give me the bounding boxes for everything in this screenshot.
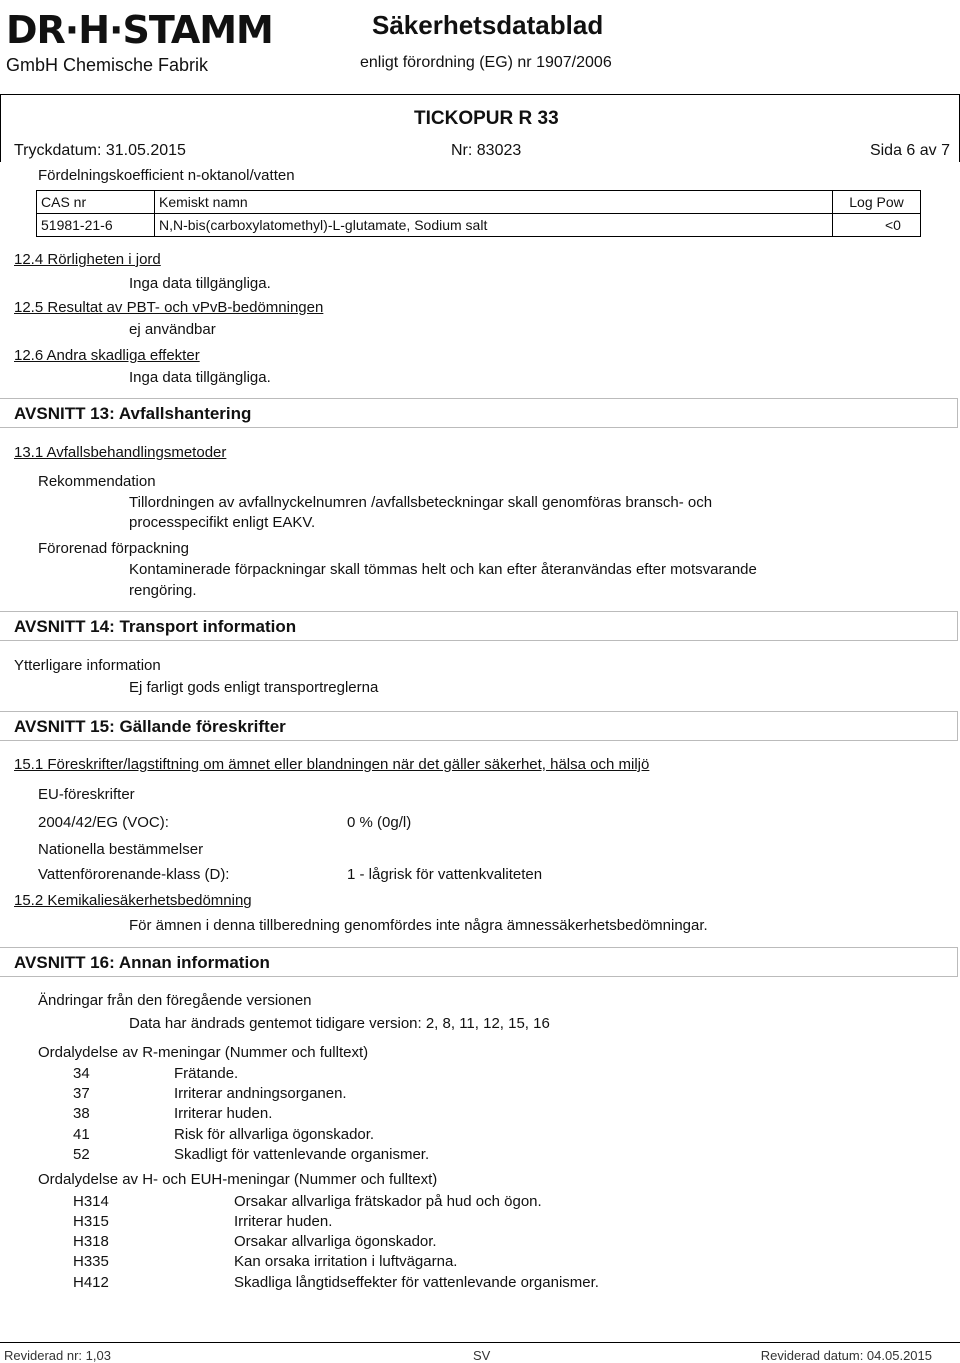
r-phrase-code: 52: [73, 1146, 90, 1163]
footer-divider: [0, 1342, 960, 1343]
h-phrase-code: H318: [73, 1233, 109, 1250]
table-cell: N,N-bis(carboxylatomethyl)-L-glutamate, Sodium salt: [155, 214, 833, 237]
revision-date: Reviderad datum: 04.05.2015: [760, 1348, 932, 1363]
h-phrase-text: Irriterar huden.: [234, 1213, 333, 1230]
table-row: [37, 214, 921, 237]
section-16-title: AVSNITT 16: Annan information: [14, 953, 270, 972]
partition-table: [36, 190, 921, 237]
recommendation-label: Rekommendation: [38, 473, 156, 490]
h-phrase-code: H314: [73, 1193, 109, 1210]
page-number: Sida 6 av 7: [869, 142, 950, 159]
recommendation-text-2: processpecifikt enligt EAKV.: [129, 514, 316, 531]
voc-label: 2004/42/EG (VOC):: [38, 814, 169, 831]
section-15-2-text: För ämnen i denna tillberedning genomfördes inte några ämnessäkerhetsbedömningar.: [129, 917, 708, 934]
national-regulations-label: Nationella bestämmelser: [38, 841, 204, 858]
section-13-title: AVSNITT 13: Avfallshantering: [14, 404, 252, 423]
table-header-row: [37, 191, 921, 214]
document-title: Säkerhetsdatablad: [372, 10, 604, 40]
language-code: SV: [473, 1348, 491, 1363]
r-phrase-code: 34: [73, 1065, 90, 1082]
section-12-4-heading: 12.4 Rörligheten i jord: [14, 251, 161, 268]
header-border-left: [0, 94, 1, 162]
section-12-6-text: Inga data tillgängliga.: [129, 369, 271, 386]
packaging-text-2: rengöring.: [129, 582, 197, 599]
header-divider: [0, 94, 960, 95]
section-14-title: AVSNITT 14: Transport information: [14, 617, 297, 636]
print-date: Tryckdatum: 31.05.2015: [14, 142, 186, 159]
h-phrase-text: Orsakar allvarliga frätskador på hud och ögon.: [234, 1193, 542, 1210]
document-subtitle: enligt förordning (EG) nr 1907/2006: [360, 54, 612, 71]
h-phrase-code: H412: [73, 1274, 109, 1291]
section-15-2-heading: 15.2 Kemikaliesäkerhetsbedömning: [14, 892, 252, 909]
partition-heading: Fördelningskoefficient n-oktanol/vatten: [38, 167, 295, 184]
section-13-1-heading: 13.1 Avfallsbehandlingsmetoder: [14, 444, 227, 461]
r-phrase-code: 38: [73, 1105, 90, 1122]
water-hazard-value: 1 - lågrisk för vattenkvaliteten: [347, 866, 543, 883]
section-15-1-heading: 15.1 Föreskrifter/lagstiftning om ämnet eller blandningen när det gäller säkerhet, hälsa och miljö: [14, 756, 650, 773]
section-12-5-text: ej användbar: [129, 321, 216, 338]
transport-text: Ej farligt gods enligt transportreglerna: [129, 679, 379, 696]
section-12-6-heading: 12.6 Andra skadliga effekter: [14, 347, 200, 364]
company-name: GmbH Chemische Fabrik: [6, 55, 209, 75]
h-phrase-text: Skadliga långtidseffekter för vattenlevande organismer.: [234, 1274, 599, 1291]
h-phrase-code: H315: [73, 1213, 109, 1230]
r-phrase-text: Irriterar andningsorganen.: [174, 1085, 347, 1102]
section-12-5-heading: 12.5 Resultat av PBT- och vPvB-bedömningen: [14, 299, 324, 316]
recommendation-text-1: Tillordningen av avfallnyckelnumren /avfallsbeteckningar skall genomföras bransch- och: [129, 494, 713, 511]
product-name: TICKOPUR R 33: [414, 108, 559, 129]
r-phrase-text: Risk för allvarliga ögonskador.: [174, 1126, 375, 1143]
voc-value: 0 % (0g/l): [347, 814, 412, 831]
h-phrase-code: H335: [73, 1253, 109, 1270]
eu-regulations-label: EU-föreskrifter: [38, 786, 135, 803]
column-header: CAS nr: [37, 191, 155, 214]
r-phrase-code: 41: [73, 1126, 90, 1143]
r-phrase-text: Frätande.: [174, 1065, 239, 1082]
r-phrases-label: Ordalydelse av R-meningar (Nummer och fulltext): [38, 1044, 369, 1061]
h-phrases-label: Ordalydelse av H- och EUH-meningar (Nummer och fulltext): [38, 1171, 438, 1188]
packaging-text-1: Kontaminerade förpackningar skall tömmas helt och kan efter återanvändas efter motsvarande: [129, 561, 757, 578]
document-number: Nr: 83023: [451, 142, 522, 159]
revision-number: Reviderad nr: 1,03: [4, 1348, 111, 1363]
water-hazard-label: Vattenförorenande-klass (D):: [38, 866, 230, 883]
h-phrase-text: Orsakar allvarliga ögonskador.: [234, 1233, 437, 1250]
changes-text: Data har ändrads gentemot tidigare version: 2, 8, 11, 12, 15, 16: [129, 1015, 550, 1032]
section-15-title: AVSNITT 15: Gällande föreskrifter: [14, 717, 286, 736]
company-logo: DR·H·STAMM: [6, 8, 273, 52]
h-phrase-text: Kan orsaka irritation i luftvägarna.: [234, 1253, 458, 1270]
transport-label: Ytterligare information: [14, 657, 161, 674]
changes-label: Ändringar från den föregående versionen: [38, 992, 312, 1009]
r-phrase-code: 37: [73, 1085, 90, 1102]
table-cell: <0: [833, 214, 921, 237]
column-header: Kemiskt namn: [155, 191, 833, 214]
column-header: Log Pow: [833, 191, 921, 214]
r-phrase-text: Skadligt för vattenlevande organismer.: [174, 1146, 430, 1163]
r-phrase-text: Irriterar huden.: [174, 1105, 273, 1122]
packaging-label: Förorenad förpackning: [38, 540, 189, 557]
section-12-4-text: Inga data tillgängliga.: [129, 275, 271, 292]
table-cell: 51981-21-6: [37, 214, 155, 237]
